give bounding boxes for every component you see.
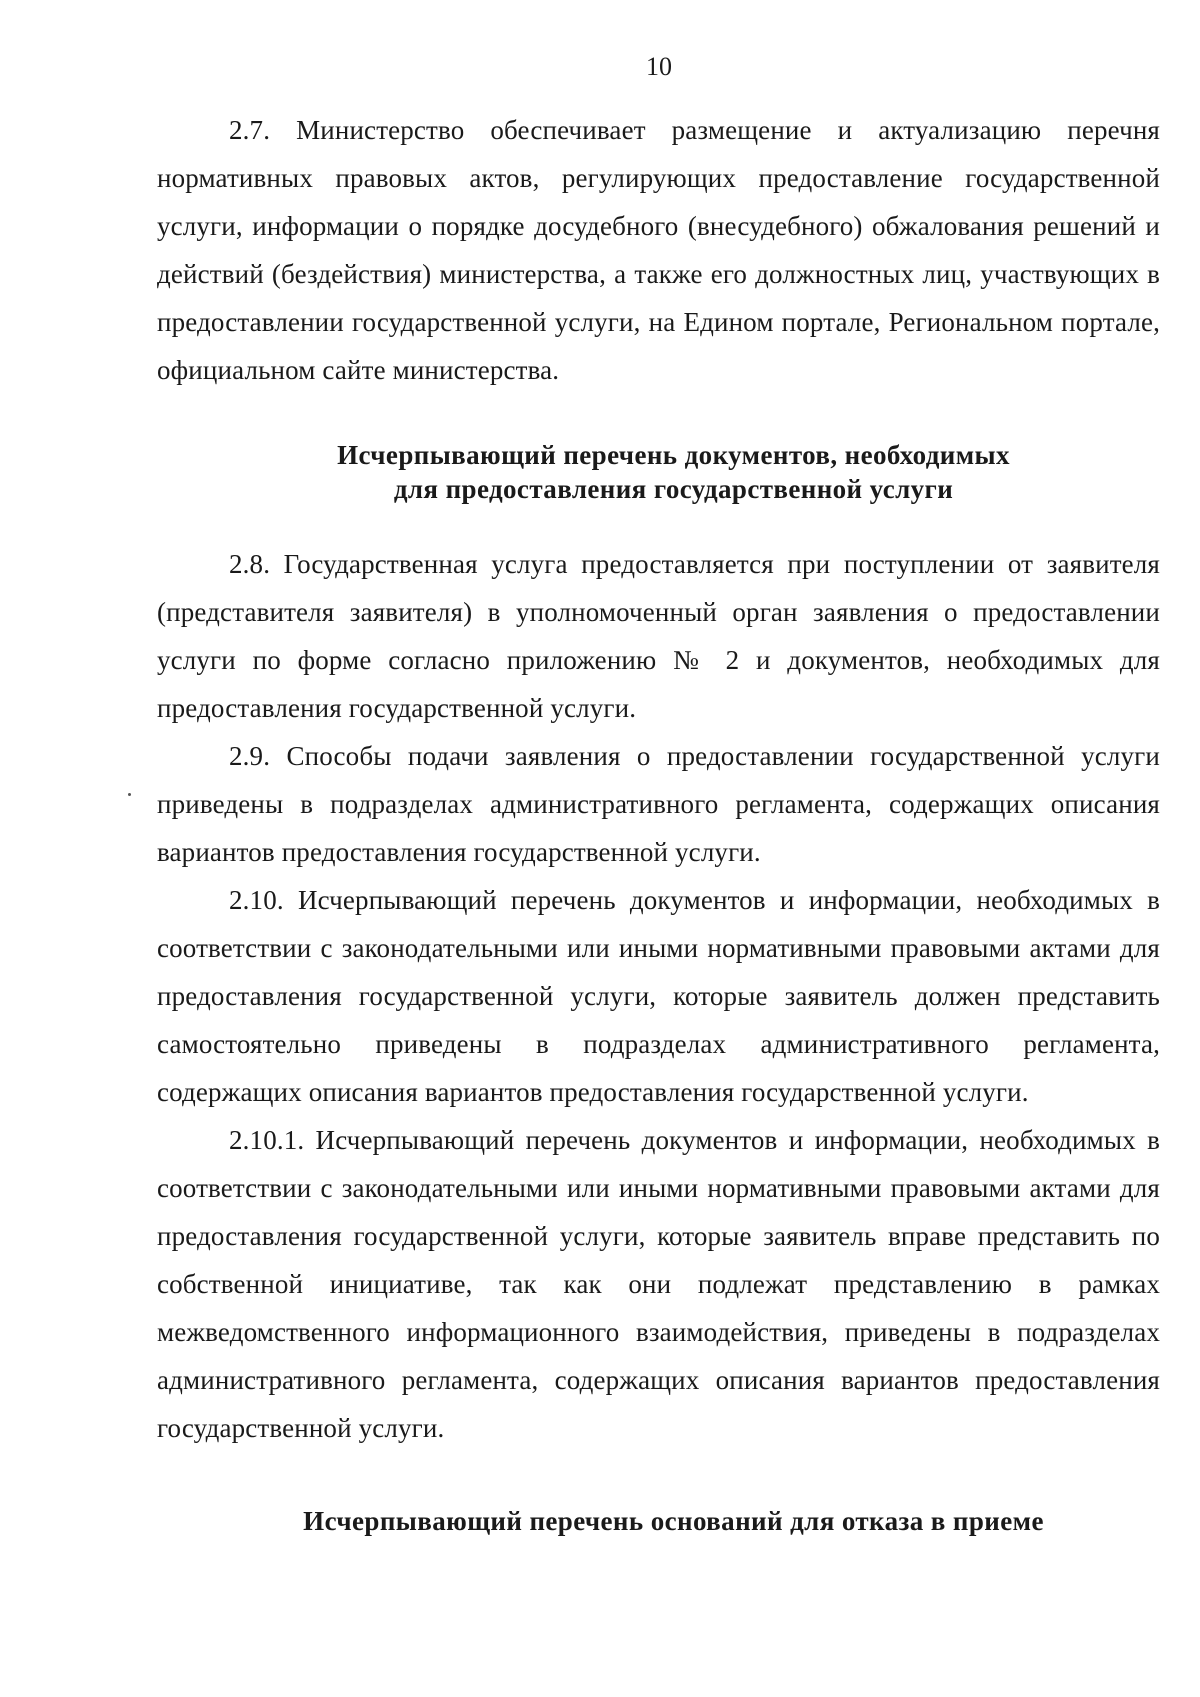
paragraph-2-10: 2.10. Исчерпывающий перечень документов и информации, необходимых в соответствии с законодательными или иными нормативными правовыми актами для предоставления государственной услуги, которые заявитель должен представить самостоятельно приведены в подразделах административного регламента, содержащих описания вариантов предоставления государственной услуги. [157, 885, 1160, 1107]
paragraph-2-8: 2.8. Государственная услуга предоставляется при поступлении от заявителя (представителя заявителя) в уполномоченный орган заявления о предоставлении услуги по форме согласно приложению № 2 и документов, необходимых для предоставления государственной услуги. [157, 549, 1160, 723]
section-heading-documents-list [157, 438, 1160, 506]
paragraph-2-7: 2.7. Министерство обеспечивает размещение и актуализацию перечня нормативных правовых актов, регулирующих предоставление государственной услуги, информации о порядке досудебного (внесудебного) обжалования решений и действий (бездействия) министерства, а также его должностных лиц, участвующих в предоставлении государственной услуги, на Едином портале, Региональном портале, официальном сайте министерства. [157, 115, 1160, 385]
section-heading-line: Исчерпывающий перечень документов, необходимых [337, 440, 1010, 470]
margin-dot-mark [128, 793, 131, 796]
section-heading-line: Исчерпывающий перечень оснований для отказа в приеме [303, 1506, 1044, 1536]
paragraph-2-10-1: 2.10.1. Исчерпывающий перечень документов и информации, необходимых в соответствии с законодательными или иными нормативными правовыми актами для предоставления государственной услуги, которые заявитель вправе представить по собственной инициативе, так как они подлежат представлению в рамках межведомственного информационного взаимодействия, приведены в подразделах административного регламента, содержащих описания вариантов предоставления государственной услуги. [157, 1125, 1160, 1443]
page-body [157, 106, 1160, 1538]
paragraph-2-9: 2.9. Способы подачи заявления о предоставлении государственной услуги приведены в подразделах административного регламента, содержащих описания вариантов предоставления государственной услуги. [157, 741, 1160, 867]
section-heading-refusal-grounds [157, 1504, 1160, 1538]
page-number: 10 [646, 52, 672, 81]
section-heading-line: для предоставления государственной услуги [393, 474, 954, 504]
